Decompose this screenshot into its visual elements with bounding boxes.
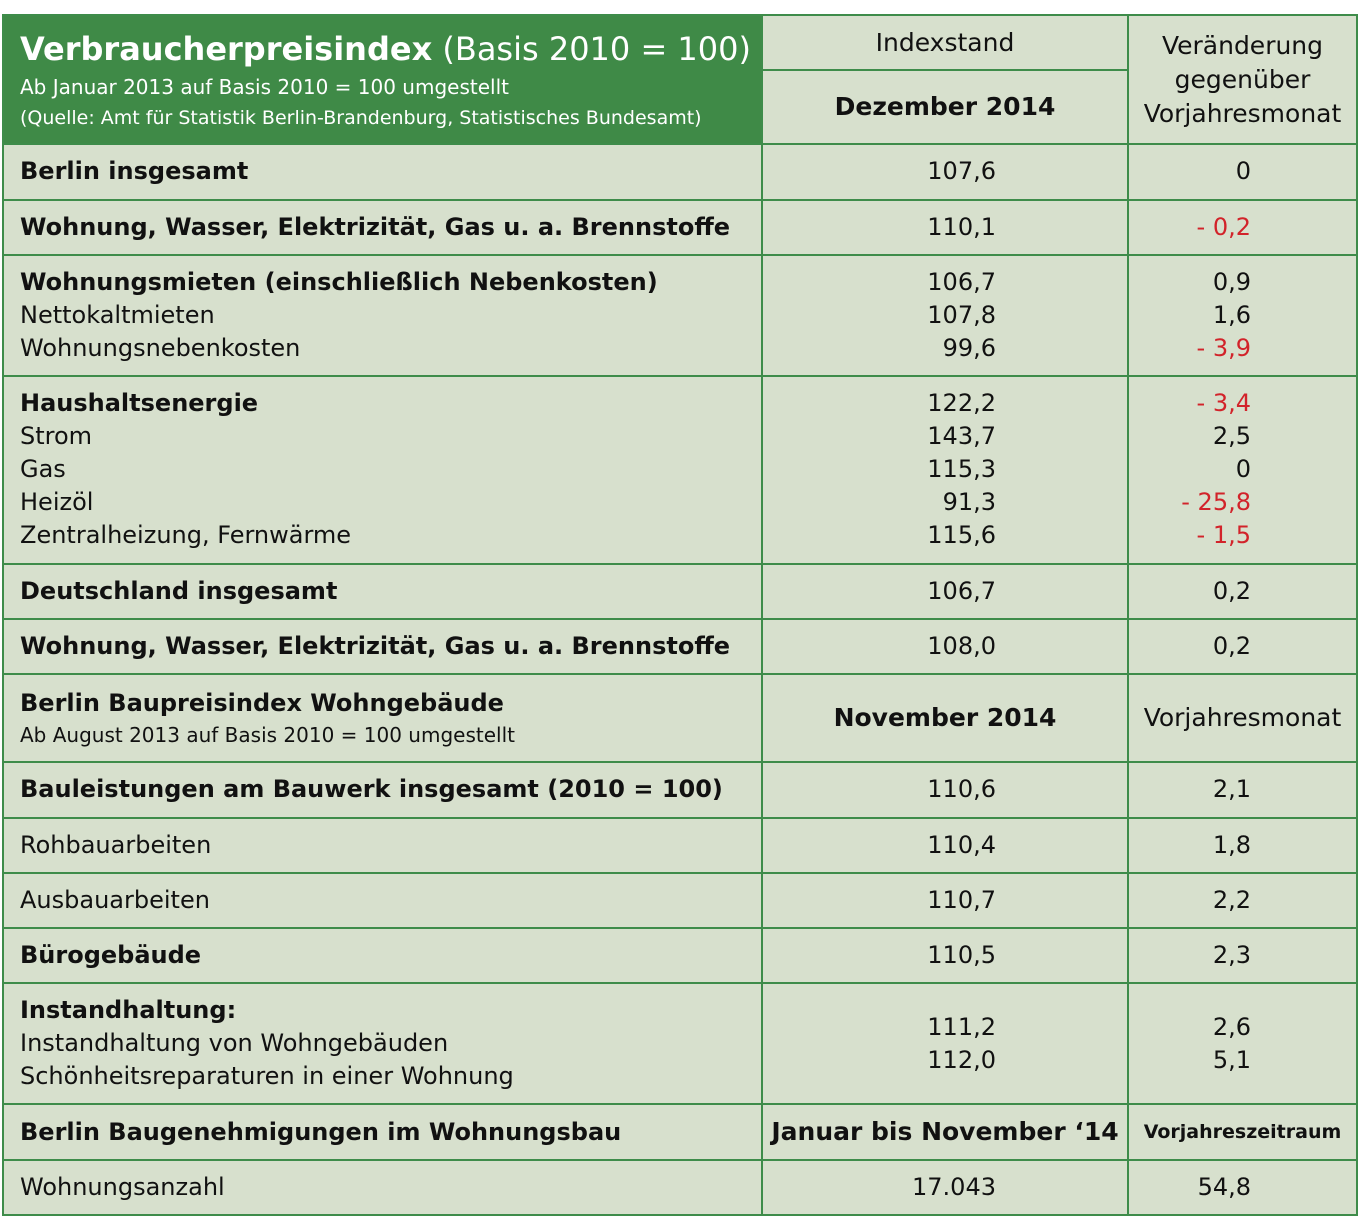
label-cell xyxy=(3,144,762,199)
table-row xyxy=(3,818,1357,873)
index-value: 110,6 xyxy=(927,775,996,804)
row-label: Berlin insgesamt xyxy=(20,157,249,186)
index-cell xyxy=(762,762,1128,817)
index-value: 106,7 xyxy=(927,267,996,296)
index-value: 99,6 xyxy=(942,333,996,362)
index-value: 115,6 xyxy=(927,521,996,550)
index-cell xyxy=(762,928,1128,983)
index-value: 110,1 xyxy=(927,212,996,241)
change-cell xyxy=(1128,983,1357,1104)
change-cell xyxy=(1128,619,1357,674)
change-value: 2,2 xyxy=(1212,885,1251,914)
index-value: 110,5 xyxy=(927,940,996,969)
row-label: Wohnung, Wasser, Elektrizität, Gas u. a. Brennstoffe xyxy=(20,212,731,241)
row-label: Strom xyxy=(20,422,93,451)
table-row xyxy=(3,200,1357,255)
change-value: 0,2 xyxy=(1212,576,1251,605)
row-label: Rohbauarbeiten xyxy=(20,830,212,859)
table-row xyxy=(3,255,1357,376)
table-title: Verbraucherpreisindex (Basis 2010 = 100) xyxy=(20,29,751,68)
change-value: 1,6 xyxy=(1212,300,1251,329)
change-value: 2,1 xyxy=(1212,775,1251,804)
section-header-row xyxy=(3,1104,1357,1159)
change-value: 2,5 xyxy=(1212,422,1251,451)
index-cell xyxy=(762,818,1128,873)
change-value: 2,6 xyxy=(1212,1012,1251,1041)
label-cell xyxy=(3,376,762,564)
index-value: 108,0 xyxy=(927,632,996,661)
row-label: Wohnungsmieten (einschließlich Nebenkosten) xyxy=(20,267,658,296)
index-cell xyxy=(762,564,1128,619)
section-title-cell xyxy=(3,1104,762,1159)
label-cell xyxy=(3,200,762,255)
change-value: - 25,8 xyxy=(1181,488,1251,517)
table-source: (Quelle: Amt für Statistik Berlin-Brandenburg, Statistisches Bundesamt) xyxy=(20,106,702,129)
change-cell xyxy=(1128,1160,1357,1215)
section-compare: Vorjahreszeitraum xyxy=(1128,1104,1357,1159)
change-value: - 3,9 xyxy=(1196,333,1251,362)
row-label: Bauleistungen am Bauwerk insgesamt (2010 = 100) xyxy=(20,775,723,804)
table-row xyxy=(3,564,1357,619)
change-cell xyxy=(1128,255,1357,376)
label-cell xyxy=(3,762,762,817)
row-label: Bürogebäude xyxy=(20,940,202,969)
label-cell xyxy=(3,873,762,928)
change-cell xyxy=(1128,873,1357,928)
change-value: 0 xyxy=(1235,455,1251,484)
table-title-cell xyxy=(3,15,762,144)
table-row xyxy=(3,144,1357,199)
table-row xyxy=(3,983,1357,1104)
section-title: Berlin Baupreisindex Wohngebäude xyxy=(20,688,504,717)
section-compare: Vorjahresmonat xyxy=(1128,674,1357,762)
section-title: Berlin Baugenehmigungen im Wohnungsbau xyxy=(20,1117,622,1146)
change-value: 2,3 xyxy=(1212,940,1251,969)
change-cell xyxy=(1128,144,1357,199)
index-value: 143,7 xyxy=(927,422,996,451)
change-value: - 3,4 xyxy=(1196,389,1251,418)
price-index-table xyxy=(2,14,1358,1216)
index-cell xyxy=(762,619,1128,674)
table-row xyxy=(3,928,1357,983)
label-cell xyxy=(3,619,762,674)
index-value: 107,6 xyxy=(927,157,996,186)
change-value: 0 xyxy=(1235,157,1251,186)
index-cell xyxy=(762,144,1128,199)
change-value: 0,2 xyxy=(1212,632,1251,661)
row-label: Deutschland insgesamt xyxy=(20,576,338,605)
index-value: 112,0 xyxy=(927,1045,996,1074)
index-value: 17.043 xyxy=(912,1172,996,1201)
row-label: Wohnung, Wasser, Elektrizität, Gas u. a. Brennstoffe xyxy=(20,632,731,661)
section-period: November 2014 xyxy=(762,674,1128,762)
index-value: 122,2 xyxy=(927,389,996,418)
change-value: 54,8 xyxy=(1197,1172,1251,1201)
index-value: 111,2 xyxy=(927,1012,996,1041)
index-cell xyxy=(762,376,1128,564)
table-row xyxy=(3,619,1357,674)
change-cell xyxy=(1128,564,1357,619)
change-value: 5,1 xyxy=(1212,1045,1251,1074)
change-cell xyxy=(1128,762,1357,817)
label-cell xyxy=(3,564,762,619)
index-value: 115,3 xyxy=(927,455,996,484)
row-label: Wohnungsnebenkosten xyxy=(20,333,301,362)
column-header-change: Veränderung gegenüber Vorjahresmonat xyxy=(1128,15,1357,144)
index-cell xyxy=(762,1160,1128,1215)
row-label: Schönheitsreparaturen in einer Wohnung xyxy=(20,1062,514,1091)
label-cell xyxy=(3,1160,762,1215)
label-cell xyxy=(3,255,762,376)
label-cell xyxy=(3,983,762,1104)
index-cell xyxy=(762,200,1128,255)
table-row xyxy=(3,376,1357,564)
section-period: Januar bis November ‘14 xyxy=(762,1104,1128,1159)
period-header: Dezember 2014 xyxy=(762,70,1128,144)
change-cell xyxy=(1128,200,1357,255)
row-label: Wohnungsanzahl xyxy=(20,1172,225,1201)
row-label: Instandhaltung von Wohngebäuden xyxy=(20,1029,449,1058)
section-title-cell xyxy=(3,674,762,762)
table-row xyxy=(3,873,1357,928)
index-value: 107,8 xyxy=(927,300,996,329)
table-row xyxy=(3,762,1357,817)
row-label: Ausbauarbeiten xyxy=(20,885,210,914)
label-cell xyxy=(3,818,762,873)
row-label: Gas xyxy=(20,455,66,484)
row-label: Zentralheizung, Fernwärme xyxy=(20,521,352,550)
table-row xyxy=(3,1160,1357,1215)
index-value: 106,7 xyxy=(927,576,996,605)
change-value: - 1,5 xyxy=(1196,521,1251,550)
index-value: 110,7 xyxy=(927,885,996,914)
index-cell xyxy=(762,873,1128,928)
change-value: - 0,2 xyxy=(1196,212,1251,241)
index-value: 110,4 xyxy=(927,830,996,859)
change-cell xyxy=(1128,818,1357,873)
change-cell xyxy=(1128,376,1357,564)
row-label: Heizöl xyxy=(20,488,94,517)
change-value: 1,8 xyxy=(1212,830,1251,859)
index-value: 91,3 xyxy=(942,488,996,517)
row-label: Haushaltsenergie xyxy=(20,389,259,418)
index-cell xyxy=(762,983,1128,1104)
change-value: 0,9 xyxy=(1212,267,1251,296)
index-cell xyxy=(762,255,1128,376)
table-subtitle: Ab Januar 2013 auf Basis 2010 = 100 umgestellt xyxy=(20,74,509,99)
column-header-index: Indexstand xyxy=(762,15,1128,70)
change-cell xyxy=(1128,928,1357,983)
label-cell xyxy=(3,928,762,983)
section-subtitle: Ab August 2013 auf Basis 2010 = 100 umgestellt xyxy=(20,722,515,747)
row-label: Nettokaltmieten xyxy=(20,300,215,329)
row-label: Instandhaltung: xyxy=(20,996,237,1025)
section-header-row xyxy=(3,674,1357,762)
